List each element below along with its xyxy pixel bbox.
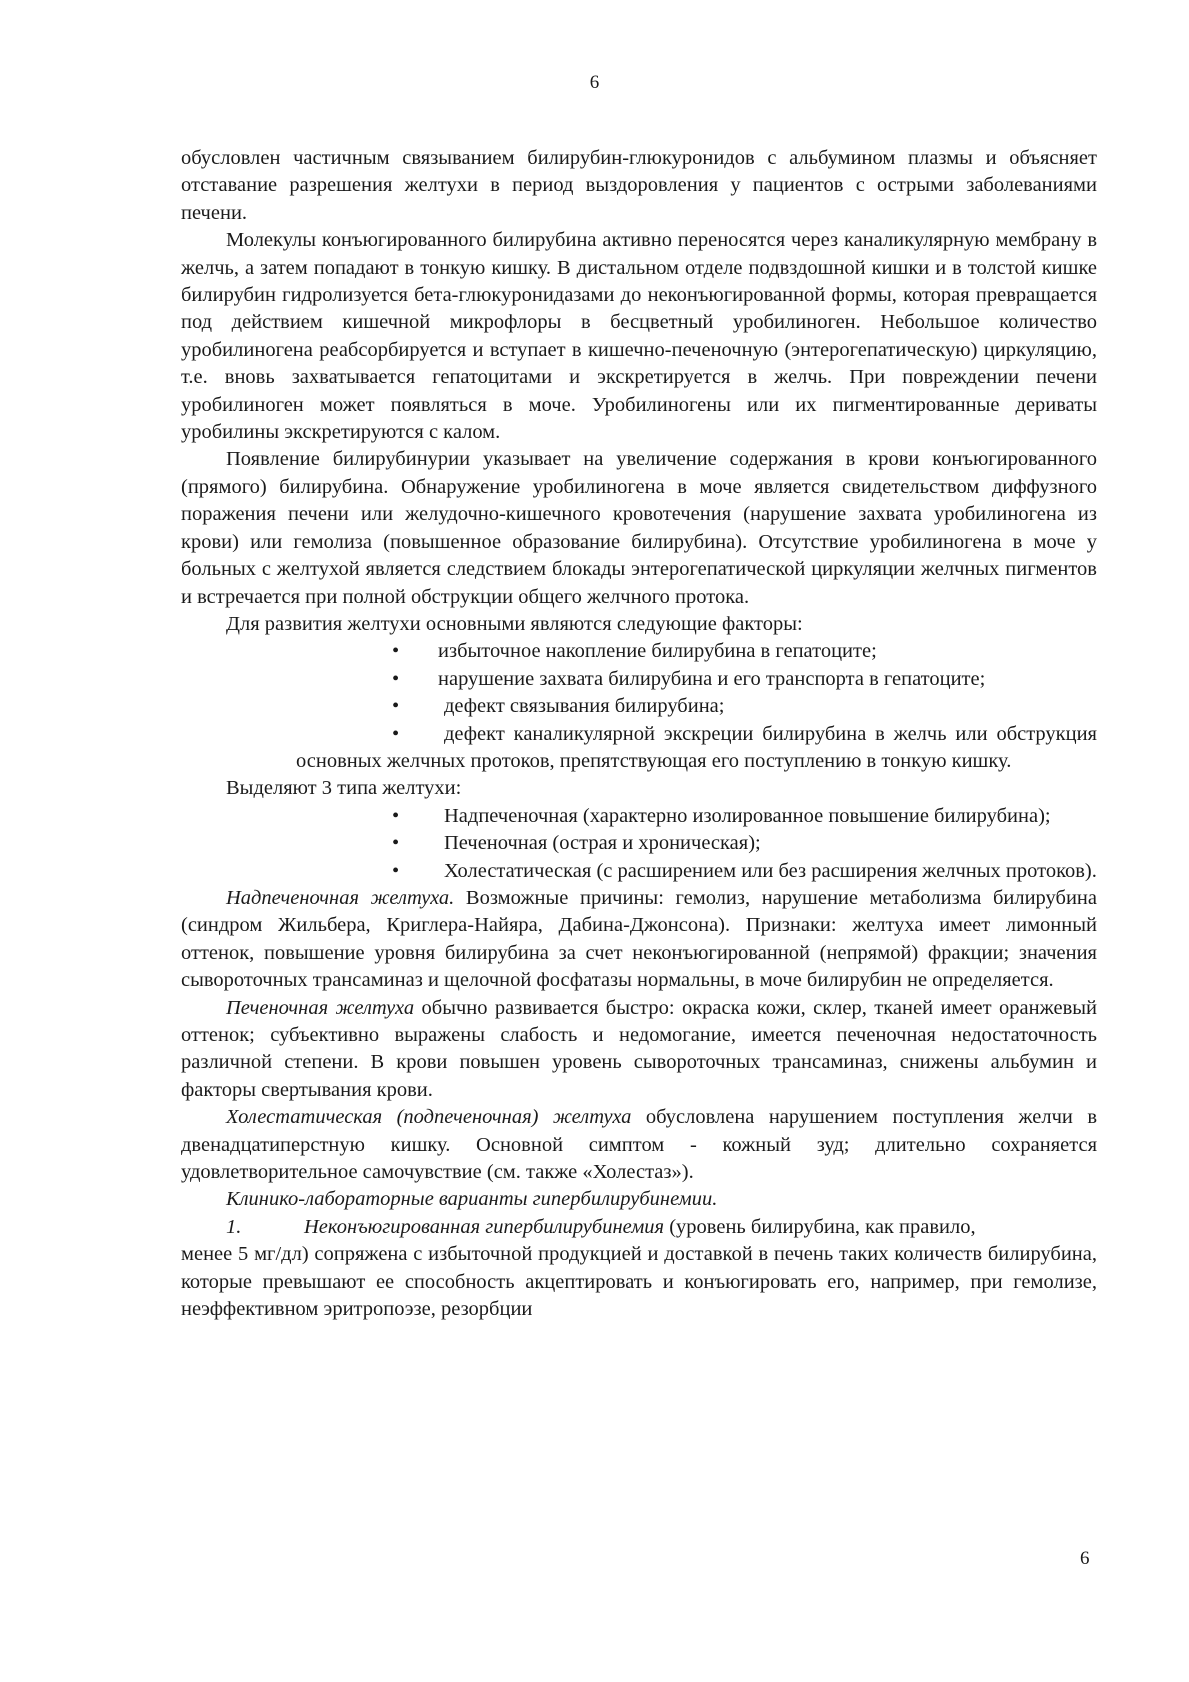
section-title: Холестатическая (подпеченочная) желтуха xyxy=(226,1106,632,1129)
list-item: • Надпеченочная (характерно изолированное повышение билирубина); xyxy=(181,803,1097,830)
section-title: Неконъюгированная гипербилирубинемия xyxy=(304,1215,665,1238)
bullet-icon: • xyxy=(392,832,400,855)
paragraph: Выделяют 3 типа желтухи: xyxy=(226,777,462,800)
list-item: • Печеночная (острая и хроническая); xyxy=(181,830,1097,857)
item-number: 1. xyxy=(226,1215,242,1238)
paragraph: Появление билирубинурии указывает на увеличение содержания в крови конъюгированного (прямого) билирубина. Обнаружение уробилиногена в моче является свидетельством диффузного поражения печени или желудочно-кишечного кровотечения (нарушение захвата уробилиногена из крови) или гемолиза (повышенное образование билирубина). Отсутствие уробилиногена в моче у больных с желтухой является следствием блокады энтерогепатической циркуляции желчных пигментов и встречается при полной обструкции общего желчного протока. xyxy=(181,448,1097,608)
bullet-icon: • xyxy=(392,722,400,745)
bullet-icon: • xyxy=(392,859,400,882)
paragraph: Надпеченочная желтуха. Возможные причины: гемолиз, нарушение метаболизма билирубина (синдром Жильбера, Криглера-Найяра, Дабина-Джонсона). Признаки: желтуха имеет лимонный оттенок, повышение уровня билирубина за счет неконъюгированной (непрямой) фракции; значения сывороточных трансаминаз и щелочной фосфатазы нормальны, в моче билирубин не определяется. xyxy=(181,886,1097,992)
subheading: Клинико-лабораторные варианты гипербилирубинемии. xyxy=(226,1188,718,1211)
section-title: Надпеченочная желтуха. xyxy=(226,886,455,909)
paragraph: Молекулы конъюгированного билирубина активно переносятся через каналикулярную мембрану в желчь, а затем попадают в тонкую кишку. В дистальном отделе подвздошной кишки и в толстой кишке билирубин гидролизуется бета-глюкуронидазами до неконъюгированной формы, которая превращается под действием кишечной микрофлоры в бесцветный уробилиноген. Небольшое количество уробилиногена реабсорбируется и вступает в кишечно-печеночную (энтерогепатическую) циркуляцию, т.е. вновь захватывается гепатоцитами и экскретируется в желчь. При повреждении печени уробилиноген может появляться в моче. Уробилиногены или их пигментированные дериваты уробилины экскретируются с калом. xyxy=(181,229,1097,444)
paragraph: менее 5 мг/дл) сопряжена с избыточной продукцией и доставкой в печень таких количеств билирубина, которые превышают ее способность акцептировать и конъюгировать его, например, при гемолизе, неэффективном эритропоэзе, резорбции xyxy=(181,1243,1097,1321)
list-item: • дефект каналикулярной экскреции билирубина в желчь или обструкция основных желчных протоков, препятствующая его поступлению в тонкую кишку. xyxy=(296,722,1097,772)
list-item: • избыточное накопление билирубина в гепатоците; xyxy=(181,638,1097,665)
section-title: Печеночная желтуха xyxy=(226,996,415,1019)
bullet-icon: • xyxy=(392,640,400,663)
paragraph: Для развития желтухи основными являются следующие факторы: xyxy=(226,612,803,635)
page-number-top: 6 xyxy=(589,72,600,93)
list-item: • Холестатическая (с расширением или без расширения желчных протоков). xyxy=(181,858,1097,885)
paragraph: Холестатическая (подпеченочная) желтуха обусловлена нарушением поступления желчи в двенадцатиперстную кишку. Основной симптом - кожный зуд; длительно сохраняется удовлетворительное самочувствие (см. также «Холестаз»). xyxy=(181,1106,1097,1184)
bullet-icon: • xyxy=(392,695,400,718)
bullet-icon: • xyxy=(392,667,400,690)
list-item: • нарушение захвата билирубина и его транспорта в гепатоците; xyxy=(181,666,1097,693)
paragraph: обусловлен частичным связыванием билирубин-глюкуронидов с альбумином плазмы и объясняет отставание разрешения желтухи в период выздоровления у пациентов с острыми заболеваниями печени. xyxy=(181,147,1097,224)
paragraph: Печеночная желтуха обычно развивается быстро: окраска кожи, склер, тканей имеет оранжевый оттенок; субъективно выражены слабость и недомогание, имеется печеночная недостаточность различной степени. В крови повышен уровень сывороточных трансаминаз, снижены альбумин и факторы свертывания крови. xyxy=(181,996,1097,1101)
document-body xyxy=(181,145,1097,1323)
list-item: • дефект связывания билирубина; xyxy=(181,693,1097,720)
page-number-bottom: 6 xyxy=(1080,1548,1090,1569)
numbered-item: 1. Неконъюгированная гипербилирубинемия (уровень билирубина, как правило, xyxy=(181,1214,1097,1241)
bullet-icon: • xyxy=(392,804,400,827)
